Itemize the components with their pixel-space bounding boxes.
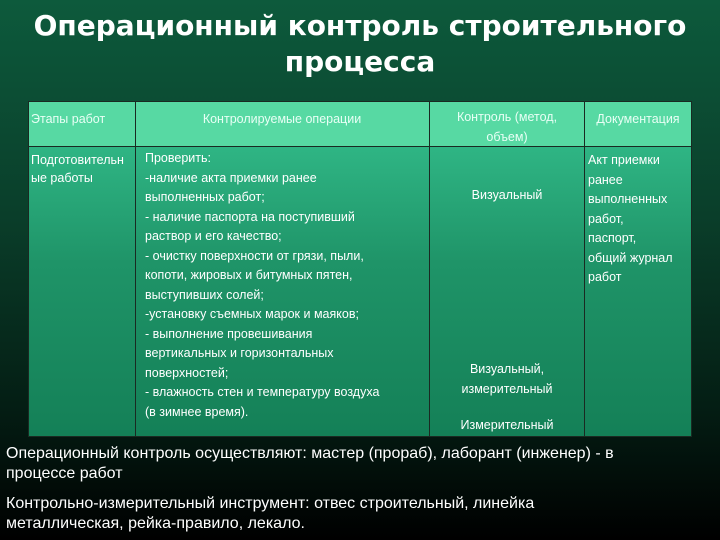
operation-line: - выполнение провешивания (145, 326, 313, 341)
control-visual-measuring-line-2: измерительный (461, 381, 553, 396)
control-table (28, 101, 692, 437)
note-operational-control (6, 444, 712, 484)
operation-line: раствор и его качество; (145, 229, 282, 243)
documentation-line: паспорт, (588, 231, 637, 245)
operation-line: - наличие паспорта на поступивший (145, 209, 355, 224)
operation-line: выполненных работ; (145, 190, 265, 204)
documentation-line: работ, (588, 211, 624, 226)
control-measuring: Измерительный (460, 418, 554, 432)
column-divider (135, 102, 136, 436)
control-visual: Визуальный (471, 188, 543, 202)
operation-line: (в зимнее время). (145, 404, 249, 419)
header-control (431, 108, 583, 147)
documentation-line: выполненных (588, 192, 668, 206)
documentation-line: Акт приемки (588, 153, 660, 167)
documentation-line: работ (588, 270, 622, 284)
header-operations: Контролируемые операции (202, 112, 362, 126)
note-line-4: металлическая, рейка-правило, лекало. (6, 515, 305, 532)
operation-line: поверхностей; (145, 365, 229, 380)
operation-line: Проверить: (145, 151, 211, 165)
operation-line: -установку съемных марок и маяков; (145, 307, 359, 321)
header-control-line-1: Контроль (метод, (456, 110, 558, 124)
operation-line: вертикальных и горизонтальных (145, 346, 334, 360)
column-divider (584, 102, 585, 436)
documentation-line: ранее (588, 172, 623, 187)
note-line-1: Операционный контроль осуществляют: мастер (прораб), лаборант (инженер) - в (6, 445, 614, 462)
operation-line: копоти, жировых и битумных пятен, (145, 268, 353, 282)
header-control-line-2: объем) (486, 129, 528, 144)
control-visual-measuring (431, 360, 583, 399)
title-line-2: процесса (284, 45, 436, 78)
note-instruments (6, 494, 712, 534)
cell-operations (145, 149, 427, 422)
stage-line-1: Подготовительн (31, 153, 124, 167)
operation-line: - очистку поверхности от грязи, пыли, (145, 248, 364, 263)
control-visual-measuring-line-1: Визуальный, (469, 362, 545, 376)
operation-line: - влажность стен и температуру воздуха (145, 385, 380, 399)
cell-documentation (588, 151, 690, 288)
title-line-1: Операционный контроль строительного (33, 9, 687, 42)
operation-line: -наличие акта приемки ранее (145, 170, 317, 185)
stage-line-2: ые работы (31, 171, 93, 185)
header-documentation: Документация (596, 112, 680, 126)
note-line-2: процессе работ (6, 465, 123, 482)
slide-title (0, 8, 720, 80)
cell-stage (31, 151, 135, 187)
note-line-3: Контрольно-измерительный инструмент: отвес строительный, линейка (6, 495, 535, 512)
documentation-line: общий журнал (588, 250, 673, 265)
column-divider (429, 102, 430, 436)
operation-line: выступивших солей; (145, 287, 264, 302)
header-stages: Этапы работ (31, 112, 106, 126)
